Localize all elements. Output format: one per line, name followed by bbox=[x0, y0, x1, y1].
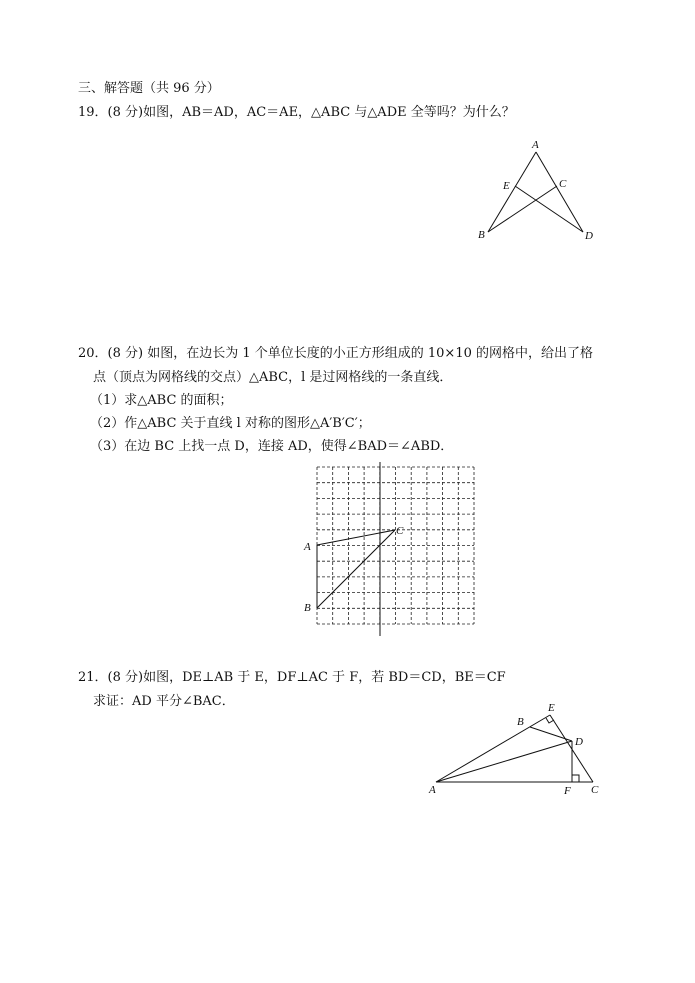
q21-label-B: B bbox=[517, 716, 524, 728]
q20-label-A: A bbox=[304, 541, 311, 553]
q20-sub2: （2）作△ABC 关于直线 l 对称的图形△A′B′C′； bbox=[90, 416, 371, 431]
section-title: 三、解答题（共 96 分） bbox=[78, 81, 220, 96]
q20-sub3: （3）在边 BC 上找一点 D，连接 AD，使得∠BAD＝∠ABD． bbox=[90, 439, 454, 454]
q19-line-DE bbox=[515, 186, 583, 232]
q19-label-D: D bbox=[585, 230, 593, 242]
q19-label-E: E bbox=[503, 180, 510, 192]
q21-label-D: D bbox=[575, 736, 583, 748]
q21-line-AE bbox=[436, 715, 550, 782]
q20-line1: 20．(8 分) 如图，在边长为 1 个单位长度的小正方形组成的 10×10 的网格中，给出了格 bbox=[78, 346, 593, 361]
q21-figure bbox=[420, 695, 610, 800]
q20-side-AC bbox=[317, 530, 395, 545]
q21-label-A: A bbox=[429, 784, 436, 796]
q19-text: 19．(8 分)如图，AB＝AD，AC＝AE，△ABC 与△ADE 全等吗？为什么？ bbox=[78, 105, 515, 120]
q21-line-AD bbox=[436, 741, 572, 782]
q21-line-BD bbox=[530, 727, 572, 741]
q19-label-A: A bbox=[532, 139, 539, 151]
q19-line-AB bbox=[488, 152, 536, 232]
q20-grid-figure bbox=[296, 460, 486, 640]
q19-line-BC bbox=[488, 186, 557, 232]
q21-label-F: F bbox=[564, 785, 571, 797]
q21-right-angle-F bbox=[572, 775, 579, 782]
q19-figure bbox=[470, 135, 600, 245]
q21-label-E: E bbox=[548, 702, 555, 714]
q19-label-B: B bbox=[478, 229, 485, 241]
q20-label-B: B bbox=[304, 602, 311, 614]
q20-sub1: （1）求△ABC 的面积； bbox=[90, 393, 233, 408]
q20-side-BC bbox=[317, 530, 395, 608]
q21-line1: 21．(8 分)如图，DE⊥AB 于 E，DF⊥AC 于 F，若 BD＝CD，BE＝CF bbox=[78, 670, 506, 685]
q19-line-AD bbox=[536, 152, 583, 232]
q19-label-C: C bbox=[559, 178, 567, 190]
q20-label-C: C bbox=[396, 525, 404, 537]
q21-line2: 求证：AD 平分∠BAC． bbox=[93, 694, 235, 709]
q21-label-C: C bbox=[591, 784, 599, 796]
q20-line2: 点（顶点为网格线的交点）△ABC，l 是过网格线的一条直线． bbox=[93, 370, 453, 385]
